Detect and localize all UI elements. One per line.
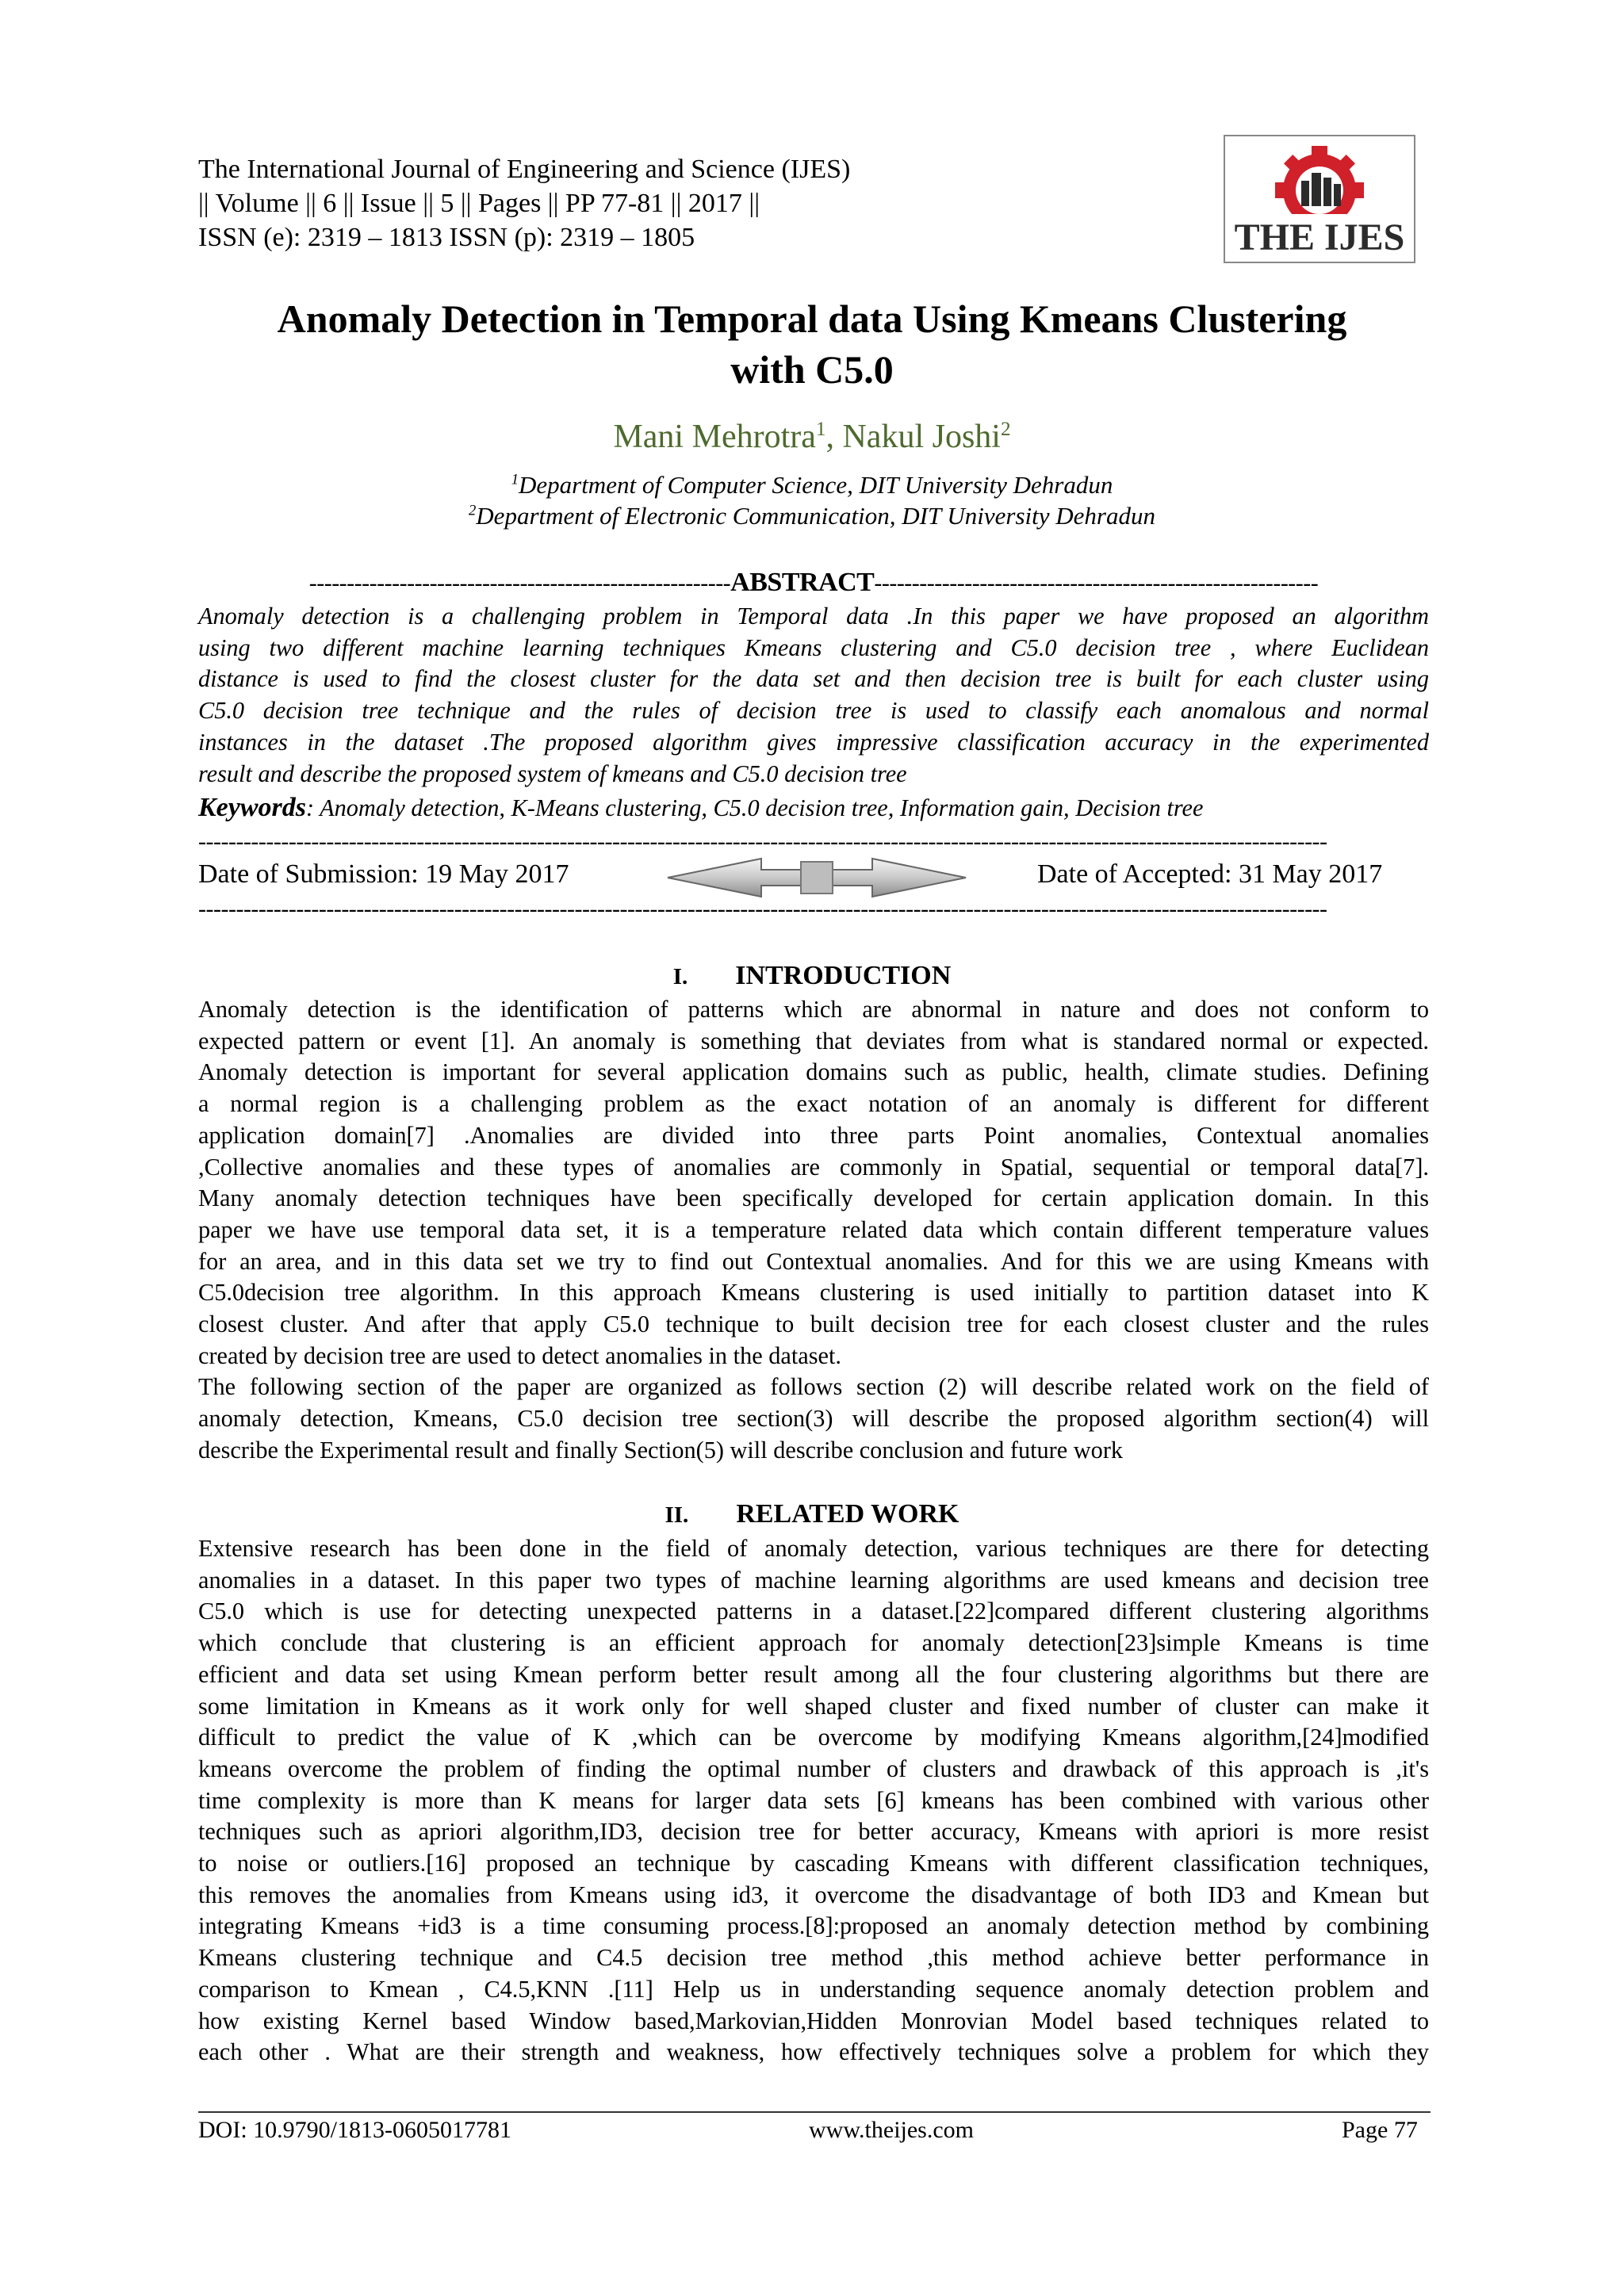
body-line: to noise or outliers.[16] proposed an technique by cascading Kmeans with different classification techniques,	[198, 1850, 1429, 1877]
author-2: Nakul Joshi	[842, 419, 1001, 455]
abstract-line: instances in the dataset .The proposed algorithm gives impressive classification accuracy in the experimented	[198, 728, 1429, 756]
body-line: ,Collective anomalies and these types of anomalies are commonly in Spatial, sequential or temporal data[7].	[198, 1153, 1429, 1181]
author-1: Mani Mehrotra	[613, 419, 816, 455]
body-line: this removes the anomalies from Kmeans using id3, it overcome the disadvantage of both ID3 and Kmean but	[198, 1881, 1429, 1908]
body-line: each other . What are their strength and weakness, how effectively techniques solve a problem for which they	[198, 2038, 1429, 2066]
logo-text: THE IJES	[1234, 216, 1405, 258]
body-line: some limitation in Kmeans as it work only for well shaped cluster and fixed number of cluster can make it	[198, 1692, 1429, 1720]
affiliation-2-sup: 2	[469, 502, 477, 519]
author-1-affil: 1	[815, 419, 826, 440]
affiliation-1-sup: 1	[511, 471, 519, 488]
body-line: Extensive research has been done in the field of anomaly detection, various techniques are there for detecting	[198, 1535, 1429, 1562]
title-line-1: Anomaly Detection in Temporal data Using Kmeans Clustering	[277, 297, 1347, 341]
section-title: RELATED WORK	[736, 1499, 959, 1529]
volume-line: || Volume || 6 || Issue || 5 || Pages || PP 77-81 || 2017 ||	[198, 189, 760, 218]
footer-website[interactable]: www.theijes.com	[809, 2117, 975, 2143]
body-line: Many anomaly detection techniques have been specifically developed for certain application domain. In this	[198, 1184, 1429, 1212]
abstract-dash-left: --------------------------------------------------------	[308, 570, 731, 596]
body-line: C5.0 which is use for detecting unexpected patterns in a dataset.[22]compared different clustering algorithms	[198, 1598, 1429, 1625]
accepted-date: Date of Accepted: 31 May 2017	[1037, 859, 1383, 889]
affiliation-2-text: Department of Electronic Communication, DIT University Dehradun	[476, 502, 1155, 530]
affiliation-1-text: Department of Computer Science, DIT University Dehradun	[518, 471, 1113, 499]
body-line: C5.0decision tree algorithm. In this approach Kmeans clustering is used initially to partition dataset into K	[198, 1279, 1429, 1307]
body-line: anomalies in a dataset. In this paper two types of machine learning algorithms are used kmeans and decision tree	[198, 1566, 1429, 1594]
body-line: Anomaly detection is the identification of patterns which are abnormal in nature and does not conform to	[198, 996, 1429, 1023]
paper-title	[159, 293, 1465, 395]
keywords-text: : Anomaly detection, K-Means clustering, C5.0 decision tree, Information gain, Decision tree	[306, 794, 1204, 821]
footer-doi: DOI: 10.9790/1813-0605017781	[198, 2117, 511, 2143]
abstract-line: C5.0 decision tree technique and the rules of decision tree is used to classify each anomalous and normal	[198, 697, 1429, 725]
body-line: expected pattern or event [1]. An anomaly is something that deviates from what is standared normal or expected.	[198, 1027, 1429, 1054]
body-line: a normal region is a challenging problem as the exact notation of an anomaly is different for different	[198, 1090, 1429, 1118]
authors	[0, 418, 1624, 456]
abstract-text	[198, 601, 1429, 790]
keywords	[198, 793, 1203, 823]
body-line: techniques such as apriori algorithm,ID3, decision tree for better accuracy, Kmeans with apriori is more resist	[198, 1818, 1429, 1846]
section-heading-introduction	[0, 961, 1624, 991]
body-line: paper we have use temporal data set, it is a temperature related data which contain different temperature values	[198, 1215, 1429, 1243]
affiliation-1	[0, 471, 1624, 499]
body-line: for an area, and in this data set we try to find out Contextual anomalies. And for this we are using Kmeans with	[198, 1247, 1429, 1275]
body-line: comparison to Kmean , C4.5,KNN .[11] Help us in understanding sequence anomaly detection problem and	[198, 1975, 1429, 2003]
section-heading-related-work	[0, 1499, 1624, 1529]
section-number: II.	[665, 1502, 689, 1528]
body-line: The following section of the paper are organized as follows section (2) will describe related work on the field of	[198, 1373, 1429, 1401]
affiliation-2	[0, 502, 1624, 530]
abstract-heading: ABSTRACT	[730, 569, 875, 597]
footer-page-number: Page 77	[1342, 2117, 1418, 2143]
body-line: integrating Kmeans +id3 is a time consuming process.[8]:proposed an anomaly detection method by combining	[198, 1912, 1429, 1940]
body-line: anomaly detection, Kmeans, C5.0 decision tree section(3) will describe the proposed algorithm section(4) will	[198, 1405, 1429, 1433]
introduction-body	[198, 994, 1429, 1467]
ijes-logo	[1224, 135, 1415, 263]
body-line: closest cluster. And after that apply C5.0 technique to built decision tree for each closest cluster and the rules	[198, 1311, 1429, 1338]
body-line: application domain[7] .Anomalies are divided into three parts Point anomalies, Contextual anomalies	[198, 1121, 1429, 1149]
issn-line: ISSN (e): 2319 – 1813 ISSN (p): 2319 – 1805	[198, 223, 695, 252]
abstract-dash-right: -----------------------------------------------------------	[874, 570, 1319, 596]
abstract-line: distance is used to find the closest cluster for the data set and then decision tree is built for each cluster using	[198, 665, 1429, 693]
date-separator-top: ------------------------------------------------------------------------------------------------------------------------------------------------------	[198, 828, 1327, 855]
date-separator-bottom: ------------------------------------------------------------------------------------------------------------------------------------------------------	[198, 896, 1327, 922]
body-line: created by decision tree are used to detect anomalies in the dataset.	[198, 1341, 841, 1369]
keywords-label: Keywords	[198, 793, 306, 822]
section-title: INTRODUCTION	[735, 961, 952, 990]
abstract-line: result and describe the proposed system of kmeans and C5.0 decision tree	[198, 760, 907, 787]
double-arrow-icon	[666, 854, 967, 901]
body-line: kmeans overcome the problem of finding the optimal number of clusters and drawback of this approach is ,it's	[198, 1755, 1429, 1782]
title-line-2: with C5.0	[730, 347, 894, 392]
abstract-line: Anomaly detection is a challenging problem in Temporal data .In this paper we have proposed an algorithm	[198, 603, 1429, 629]
submission-date: Date of Submission: 19 May 2017	[198, 859, 569, 889]
journal-header	[198, 152, 850, 254]
abstract-separator	[198, 569, 1429, 597]
journal-name: The International Journal of Engineering and Science (IJES)	[198, 155, 851, 184]
body-line: Anomaly detection is important for several application domains such as public, health, climate studies. Defining	[198, 1058, 1429, 1086]
footer-rule	[198, 2111, 1431, 2113]
body-line: time complexity is more than K means for larger data sets [6] kmeans has been combined with various other	[198, 1786, 1429, 1814]
related-work-body	[198, 1533, 1429, 2068]
body-line: difficult to predict the value of K ,which can be overcome by modifying Kmeans algorithm,[24]modified	[198, 1724, 1429, 1751]
author-separator: ,	[825, 419, 843, 455]
body-line: how existing Kernel based Window based,Markovian,Hidden Monrovian Model based techniques related to	[198, 2007, 1429, 2034]
body-line: efficient and data set using Kmean perform better result among all the four clustering algorithms but there are	[198, 1660, 1429, 1688]
body-line: Kmeans clustering technique and C4.5 decision tree method ,this method achieve better performance in	[198, 1944, 1429, 1972]
body-line: which conclude that clustering is an efficient approach for anomaly detection[23]simple Kmeans is time	[198, 1629, 1429, 1657]
section-number: I.	[672, 964, 688, 989]
author-2-affil: 2	[1000, 419, 1011, 440]
abstract-line: using two different machine learning techniques Kmeans clustering and C5.0 decision tree , where Euclidean	[198, 633, 1429, 661]
body-line: describe the Experimental result and finally Section(5) will describe conclusion and future work	[198, 1436, 1124, 1464]
